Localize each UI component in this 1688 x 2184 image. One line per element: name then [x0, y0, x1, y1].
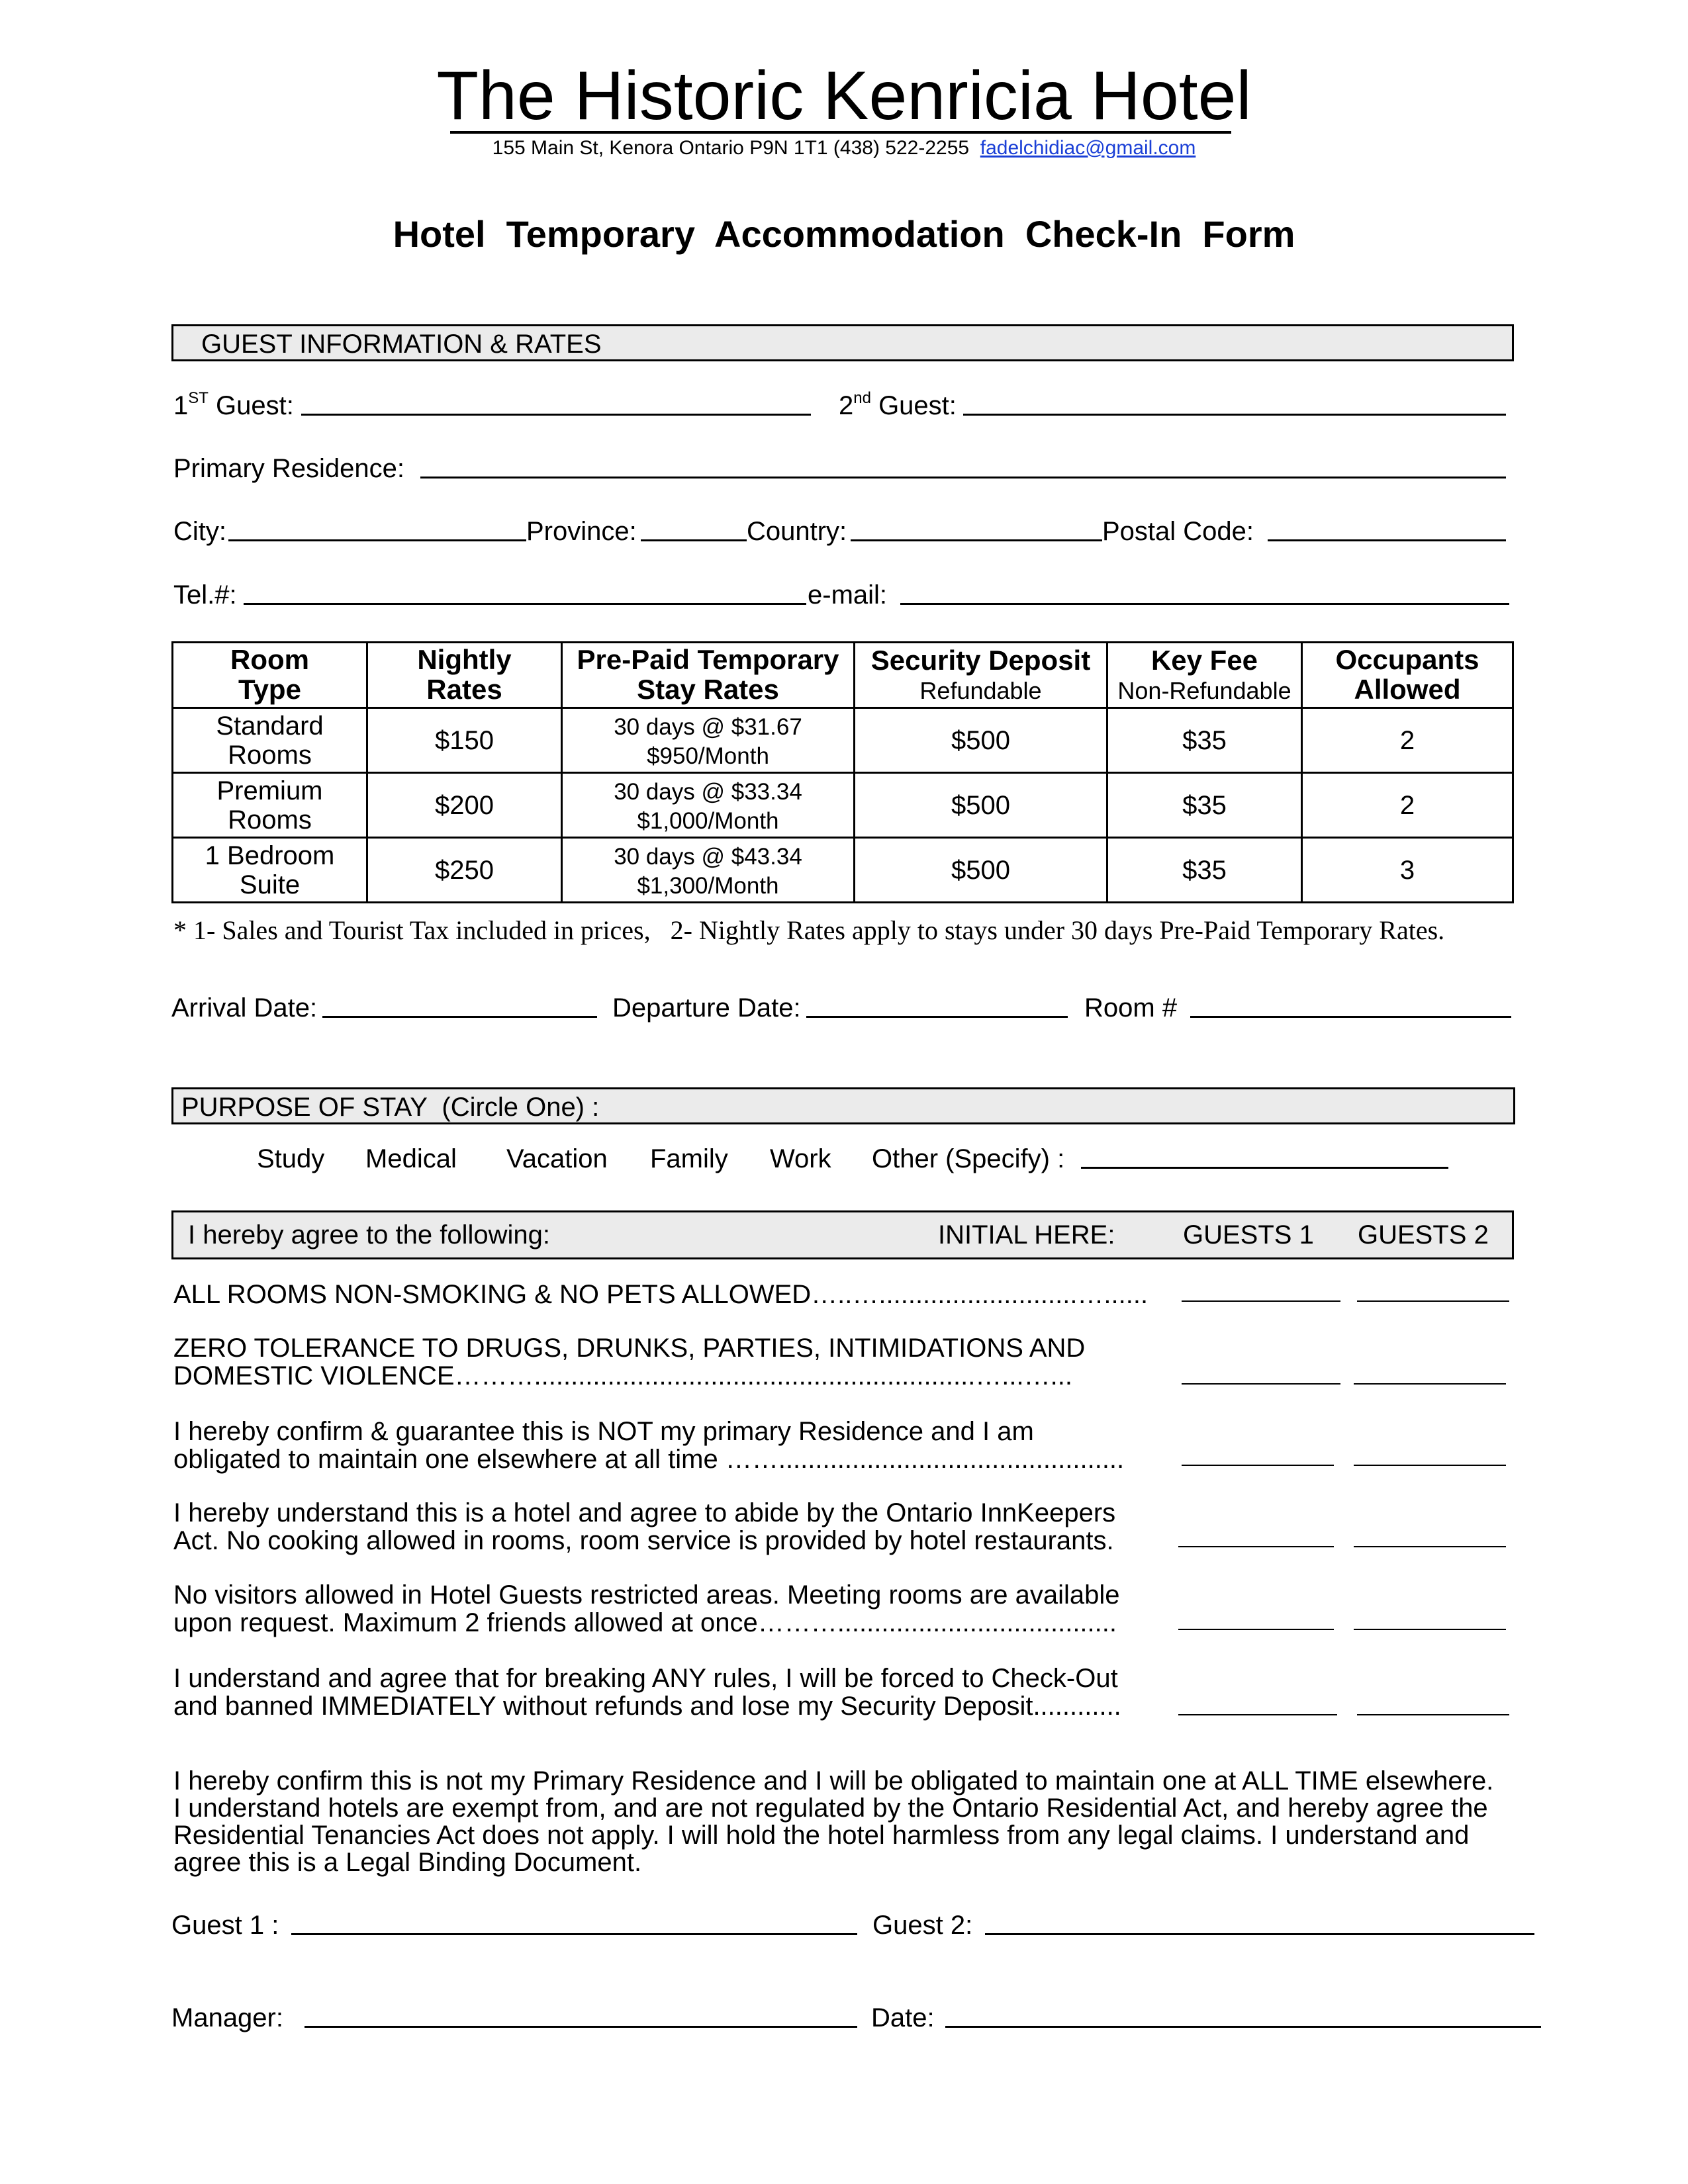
email-label: e-mail:	[808, 580, 888, 610]
col-header-occupants: Occupants Allowed	[1302, 643, 1513, 708]
agreement-item-line: ZERO TOLERANCE TO DRUGS, DRUNKS, PARTIES, INTIMIDATIONS AND	[173, 1334, 1086, 1363]
cell-key-fee: $35	[1107, 838, 1302, 903]
purpose-heading-box	[171, 1087, 1515, 1124]
arrival-date-label: Arrival Date:	[171, 993, 318, 1023]
guest1-initial-field[interactable]	[1178, 1546, 1334, 1547]
tel-label: Tel.#:	[173, 580, 237, 610]
table-row	[173, 838, 1513, 903]
agreement-heading-box	[171, 1210, 1514, 1259]
guest1-initial-field[interactable]	[1182, 1465, 1334, 1466]
purpose-option-study[interactable]: Study	[257, 1144, 325, 1173]
col-header-security-deposit: Security Deposit Refundable	[855, 643, 1107, 708]
rates-table	[171, 641, 1514, 903]
table-row	[173, 708, 1513, 773]
guest2-initial-field[interactable]	[1354, 1465, 1506, 1466]
room-number-field[interactable]	[1190, 1016, 1511, 1018]
date-label: Date:	[871, 2003, 935, 2032]
cell-occupants: 3	[1302, 838, 1513, 903]
guest2-initial-field[interactable]	[1357, 1714, 1509, 1715]
agreement-item-line: No visitors allowed in Hotel Guests restricted areas. Meeting rooms are available	[173, 1580, 1120, 1610]
purpose-other-field[interactable]	[1081, 1167, 1448, 1169]
agreement-item-line: and banned IMMEDIATELY without refunds and lose my Security Deposit............	[173, 1692, 1121, 1721]
agreement-item-line: Act. No cooking allowed in rooms, room service is provided by hotel restaurants.	[173, 1526, 1114, 1555]
col-header-nightly-rates: Nightly Rates	[367, 643, 562, 708]
cell-key-fee: $35	[1107, 773, 1302, 838]
agreement-item-line: I understand and agree that for breaking ANY rules, I will be forced to Check-Out	[173, 1664, 1118, 1693]
purpose-heading: PURPOSE OF STAY (Circle One) :	[181, 1093, 600, 1122]
second-guest-label: 2nd Guest:	[839, 389, 957, 420]
guest2-initial-field[interactable]	[1354, 1629, 1506, 1630]
guests-2-label: GUESTS 2	[1358, 1220, 1489, 1250]
guest1-signature-field[interactable]	[291, 1933, 857, 1935]
agreement-item-line: obligated to maintain one elsewhere at all time ……...............................................	[173, 1445, 1125, 1474]
agreement-item-line: DOMESTIC VIOLENCE………............................................................…...…...	[173, 1361, 1072, 1390]
guest1-initial-field[interactable]	[1182, 1383, 1340, 1385]
hotel-address: 155 Main St, Kenora Ontario P9N 1T1 (438) 522-2255	[492, 137, 970, 159]
hotel-name: The Historic Kenricia Hotel	[436, 58, 1252, 134]
declaration-line: Residential Tenancies Act does not apply. I will hold the hotel harmless from any legal claims. I understand and	[173, 1821, 1470, 1850]
agreement-item-line: upon request. Maximum 2 friends allowed at once………......................................	[173, 1608, 1117, 1637]
cell-nightly: $250	[367, 838, 562, 903]
first-guest-field[interactable]	[301, 414, 811, 416]
purpose-option-other[interactable]: Other (Specify) :	[872, 1144, 1065, 1173]
col-header-room-type: Room Type	[173, 643, 367, 708]
cell-deposit: $500	[855, 838, 1107, 903]
cell-nightly: $150	[367, 708, 562, 773]
second-guest-field[interactable]	[963, 414, 1506, 416]
primary-residence-label: Primary Residence:	[173, 454, 405, 483]
hotel-contact	[0, 136, 1688, 160]
first-guest-label: 1ST Guest:	[173, 389, 294, 420]
guest1-initial-field[interactable]	[1178, 1714, 1337, 1715]
province-field[interactable]	[641, 539, 747, 541]
departure-date-field[interactable]	[806, 1016, 1068, 1018]
cell-room-type: Standard Rooms	[173, 708, 367, 773]
email-field[interactable]	[900, 603, 1509, 605]
cell-prepaid: 30 days @ $33.34 $1,000/Month	[562, 773, 855, 838]
guest2-initial-field[interactable]	[1354, 1546, 1506, 1547]
cell-deposit: $500	[855, 773, 1107, 838]
manager-signature-field[interactable]	[305, 2026, 857, 2028]
guest2-initial-field[interactable]	[1354, 1383, 1506, 1385]
arrival-date-field[interactable]	[322, 1016, 597, 1018]
guest-info-heading-box	[171, 324, 1514, 361]
guest1-signature-label: Guest 1 :	[171, 1911, 279, 1940]
room-number-label: Room #	[1084, 993, 1178, 1023]
agreement-heading: I hereby agree to the following:	[188, 1220, 551, 1250]
agreement-item-line: I hereby understand this is a hotel and agree to abide by the Ontario InnKeepers	[173, 1498, 1116, 1527]
country-label: Country:	[747, 517, 847, 546]
guest1-initial-field[interactable]	[1178, 1629, 1334, 1630]
cell-prepaid: 30 days @ $31.67 $950/Month	[562, 708, 855, 773]
hotel-name-underline	[450, 131, 1231, 134]
purpose-option-medical[interactable]: Medical	[365, 1144, 457, 1173]
declaration-line: agree this is a Legal Binding Document.	[173, 1848, 642, 1877]
cell-room-type: Premium Rooms	[173, 773, 367, 838]
country-field[interactable]	[851, 539, 1102, 541]
cell-deposit: $500	[855, 708, 1107, 773]
hotel-email-link[interactable]: fadelchidiac@gmail.com	[980, 137, 1196, 159]
declaration-line: I hereby confirm this is not my Primary Residence and I will be obligated to maintain one at ALL TIME elsewhere.	[173, 1766, 1494, 1796]
postal-code-label: Postal Code:	[1102, 517, 1254, 546]
purpose-option-family[interactable]: Family	[650, 1144, 728, 1173]
table-row	[173, 773, 1513, 838]
agreement-item-line: ALL ROOMS NON-SMOKING & NO PETS ALLOWED…..…...........................…......	[173, 1280, 1149, 1309]
cell-occupants: 2	[1302, 773, 1513, 838]
manager-signature-label: Manager:	[171, 2003, 283, 2032]
rates-note: * 1- Sales and Tourist Tax included in prices, 2- Nightly Rates apply to stays under 30 days Pre-Paid Temporary Rates.	[173, 915, 1445, 945]
purpose-option-vacation[interactable]: Vacation	[506, 1144, 608, 1173]
agreement-item-line: I hereby confirm & guarantee this is NOT my primary Residence and I am	[173, 1417, 1034, 1446]
initial-here-label: INITIAL HERE:	[938, 1220, 1115, 1250]
city-field[interactable]	[228, 539, 526, 541]
date-field[interactable]	[945, 2026, 1541, 2028]
primary-residence-field[interactable]	[420, 477, 1506, 478]
form-title: Hotel Temporary Accommodation Check-In Form	[393, 213, 1295, 255]
guests-1-label: GUESTS 1	[1183, 1220, 1314, 1250]
cell-room-type: 1 Bedroom Suite	[173, 838, 367, 903]
postal-code-field[interactable]	[1268, 539, 1506, 541]
city-label: City:	[173, 517, 226, 546]
cell-prepaid: 30 days @ $43.34 $1,300/Month	[562, 838, 855, 903]
col-header-key-fee: Key Fee Non-Refundable	[1107, 643, 1302, 708]
guest-info-heading: GUEST INFORMATION & RATES	[201, 330, 602, 359]
cell-nightly: $200	[367, 773, 562, 838]
col-header-prepaid-rates: Pre-Paid Temporary Stay Rates	[562, 643, 855, 708]
departure-date-label: Departure Date:	[612, 993, 801, 1023]
tel-field[interactable]	[244, 603, 806, 605]
rates-table-header-row	[173, 643, 1513, 708]
guest2-signature-field[interactable]	[985, 1933, 1534, 1935]
cell-key-fee: $35	[1107, 708, 1302, 773]
cell-occupants: 2	[1302, 708, 1513, 773]
purpose-option-work[interactable]: Work	[770, 1144, 831, 1173]
guest2-initial-field[interactable]	[1357, 1300, 1509, 1302]
declaration-line: I understand hotels are exempt from, and are not regulated by the Ontario Residential Act, and hereby agree the	[173, 1794, 1488, 1823]
guest1-initial-field[interactable]	[1182, 1300, 1340, 1302]
province-label: Province:	[526, 517, 637, 546]
guest2-signature-label: Guest 2:	[872, 1911, 973, 1940]
